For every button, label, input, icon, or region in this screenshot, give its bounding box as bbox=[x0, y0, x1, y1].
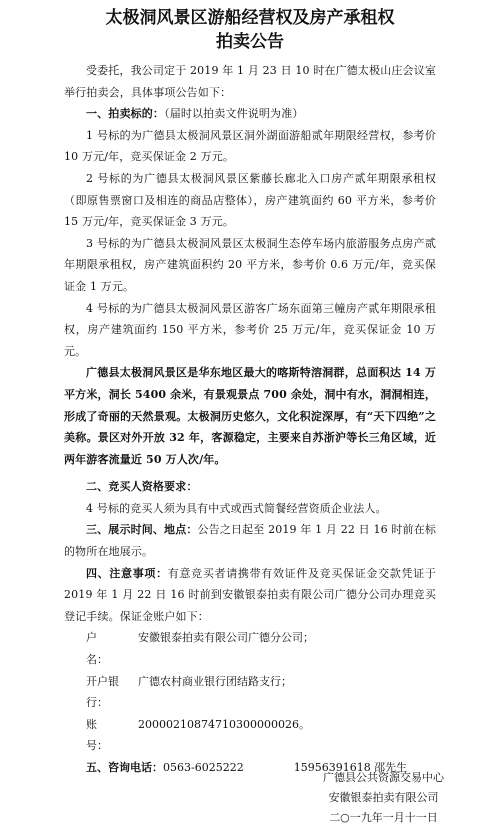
lot-2-paragraph: 2 号标的为广德县太极洞风景区紫藤长廊北入口房产贰年期限承租权（即原售票窗口及相连的商品店整体），房产建筑面约 60 平方米，参考价 15 万元/年，竞买保证金 3 万元。 bbox=[64, 171, 436, 229]
phone-2: 15956391618 邵先生 bbox=[293, 761, 408, 774]
section-1-note: （届时以拍卖文件说明为准） bbox=[164, 107, 304, 121]
phone-1: 0563-6025222 bbox=[163, 761, 244, 774]
section-4-text: 有意竞买者请携带有效证件及竞买保证金交款凭证于 2019 年 1 月 22 日 16 时前到安徽银泰拍卖有限公司广德分公司办理竞买登记手续。保证金账户如下： bbox=[64, 566, 436, 623]
section-4-paragraph bbox=[64, 563, 436, 628]
account-number-row bbox=[64, 714, 436, 757]
account-bank-row bbox=[64, 671, 436, 714]
section-4-title: 四、注意事项： bbox=[86, 566, 168, 580]
account-number-label: 账 号： bbox=[86, 717, 119, 753]
scenic-area-highlight: 广德县太极洞风景区是华东地区最大的喀斯特溶洞群，总面积达 14 万平方米，洞长 5400 余米，有景观景点 700 余处，洞中有水，洞洞相连，形成了奇丽的天然景观。太极洞历史悠久，文化积淀深厚，有“天下四绝”之美称。景区对外开放 32 年，客源稳定，主要来自苏浙沪等长三角区域，近两年游客流量近 50 万人次/年。 bbox=[64, 366, 436, 466]
intro-paragraph: 受委托，我公司定于 2019 年 1 月 23 日 10 时在广德太极山庄会议室举行拍卖会，具体事项公告如下： bbox=[64, 64, 436, 99]
section-1-title: 一、拍卖标的： bbox=[86, 107, 165, 121]
section-3-title: 三、展示时间、地点： bbox=[86, 523, 198, 537]
title-line-1: 太极洞风景区游船经营权及房产承租权 bbox=[105, 8, 395, 28]
account-name-value: 安徽银泰拍卖有限公司广德分公司； bbox=[138, 631, 314, 645]
signature-date: 二○一九年一月十一日 bbox=[329, 811, 438, 824]
signature-org-1: 广德县公共资源交易中心 bbox=[323, 771, 444, 784]
lot-1-paragraph: 1 号标的为广德县太极洞风景区洞外湖面游船贰年期限经营权，参考价 10 万元/年，竞买保证金 2 万元。 bbox=[64, 128, 436, 164]
signature-org-2: 安徽银泰拍卖有限公司 bbox=[328, 791, 439, 804]
account-bank-label: 开户银行： bbox=[86, 674, 119, 710]
signature-block bbox=[323, 768, 444, 828]
section-3-text: 公告之日起至 2019 年 1 月 22 日 16 时前在标的物所在地展示。 bbox=[64, 523, 436, 559]
lot-4-paragraph: 4 号标的为广德县太极洞风景区游客广场东面第三幢房产贰年期限承租权，房产建筑面约 150 平方米，参考价 25 万元/年，竞买保证金 10 万元。 bbox=[64, 301, 436, 358]
title-line-2: 拍卖公告 bbox=[216, 32, 284, 52]
account-number-value: 20000210874710300000026。 bbox=[138, 717, 310, 731]
section-3-paragraph bbox=[64, 519, 436, 562]
section-2-text: 4 号标的竞买人须为具有中式或西式简餐经营资质企业法人。 bbox=[86, 501, 387, 515]
account-name-row bbox=[64, 627, 436, 670]
section-2-heading: 二、竞买人资格要求： bbox=[86, 480, 198, 494]
section-5-title: 五、咨询电话： bbox=[86, 761, 163, 774]
account-bank-value: 广德农村商业银行团结路支行； bbox=[138, 674, 292, 688]
section-1-heading bbox=[64, 103, 436, 125]
lot-3-paragraph: 3 号标的为广德县太极洞风景区太极洞生态停车场内旅游服务点房产贰年期限承租权，房产建筑面积约 20 平方米，参考价 0.6 万元/年，竞买保证金 1 万元。 bbox=[64, 236, 436, 293]
account-name-label: 户 名： bbox=[86, 631, 119, 667]
